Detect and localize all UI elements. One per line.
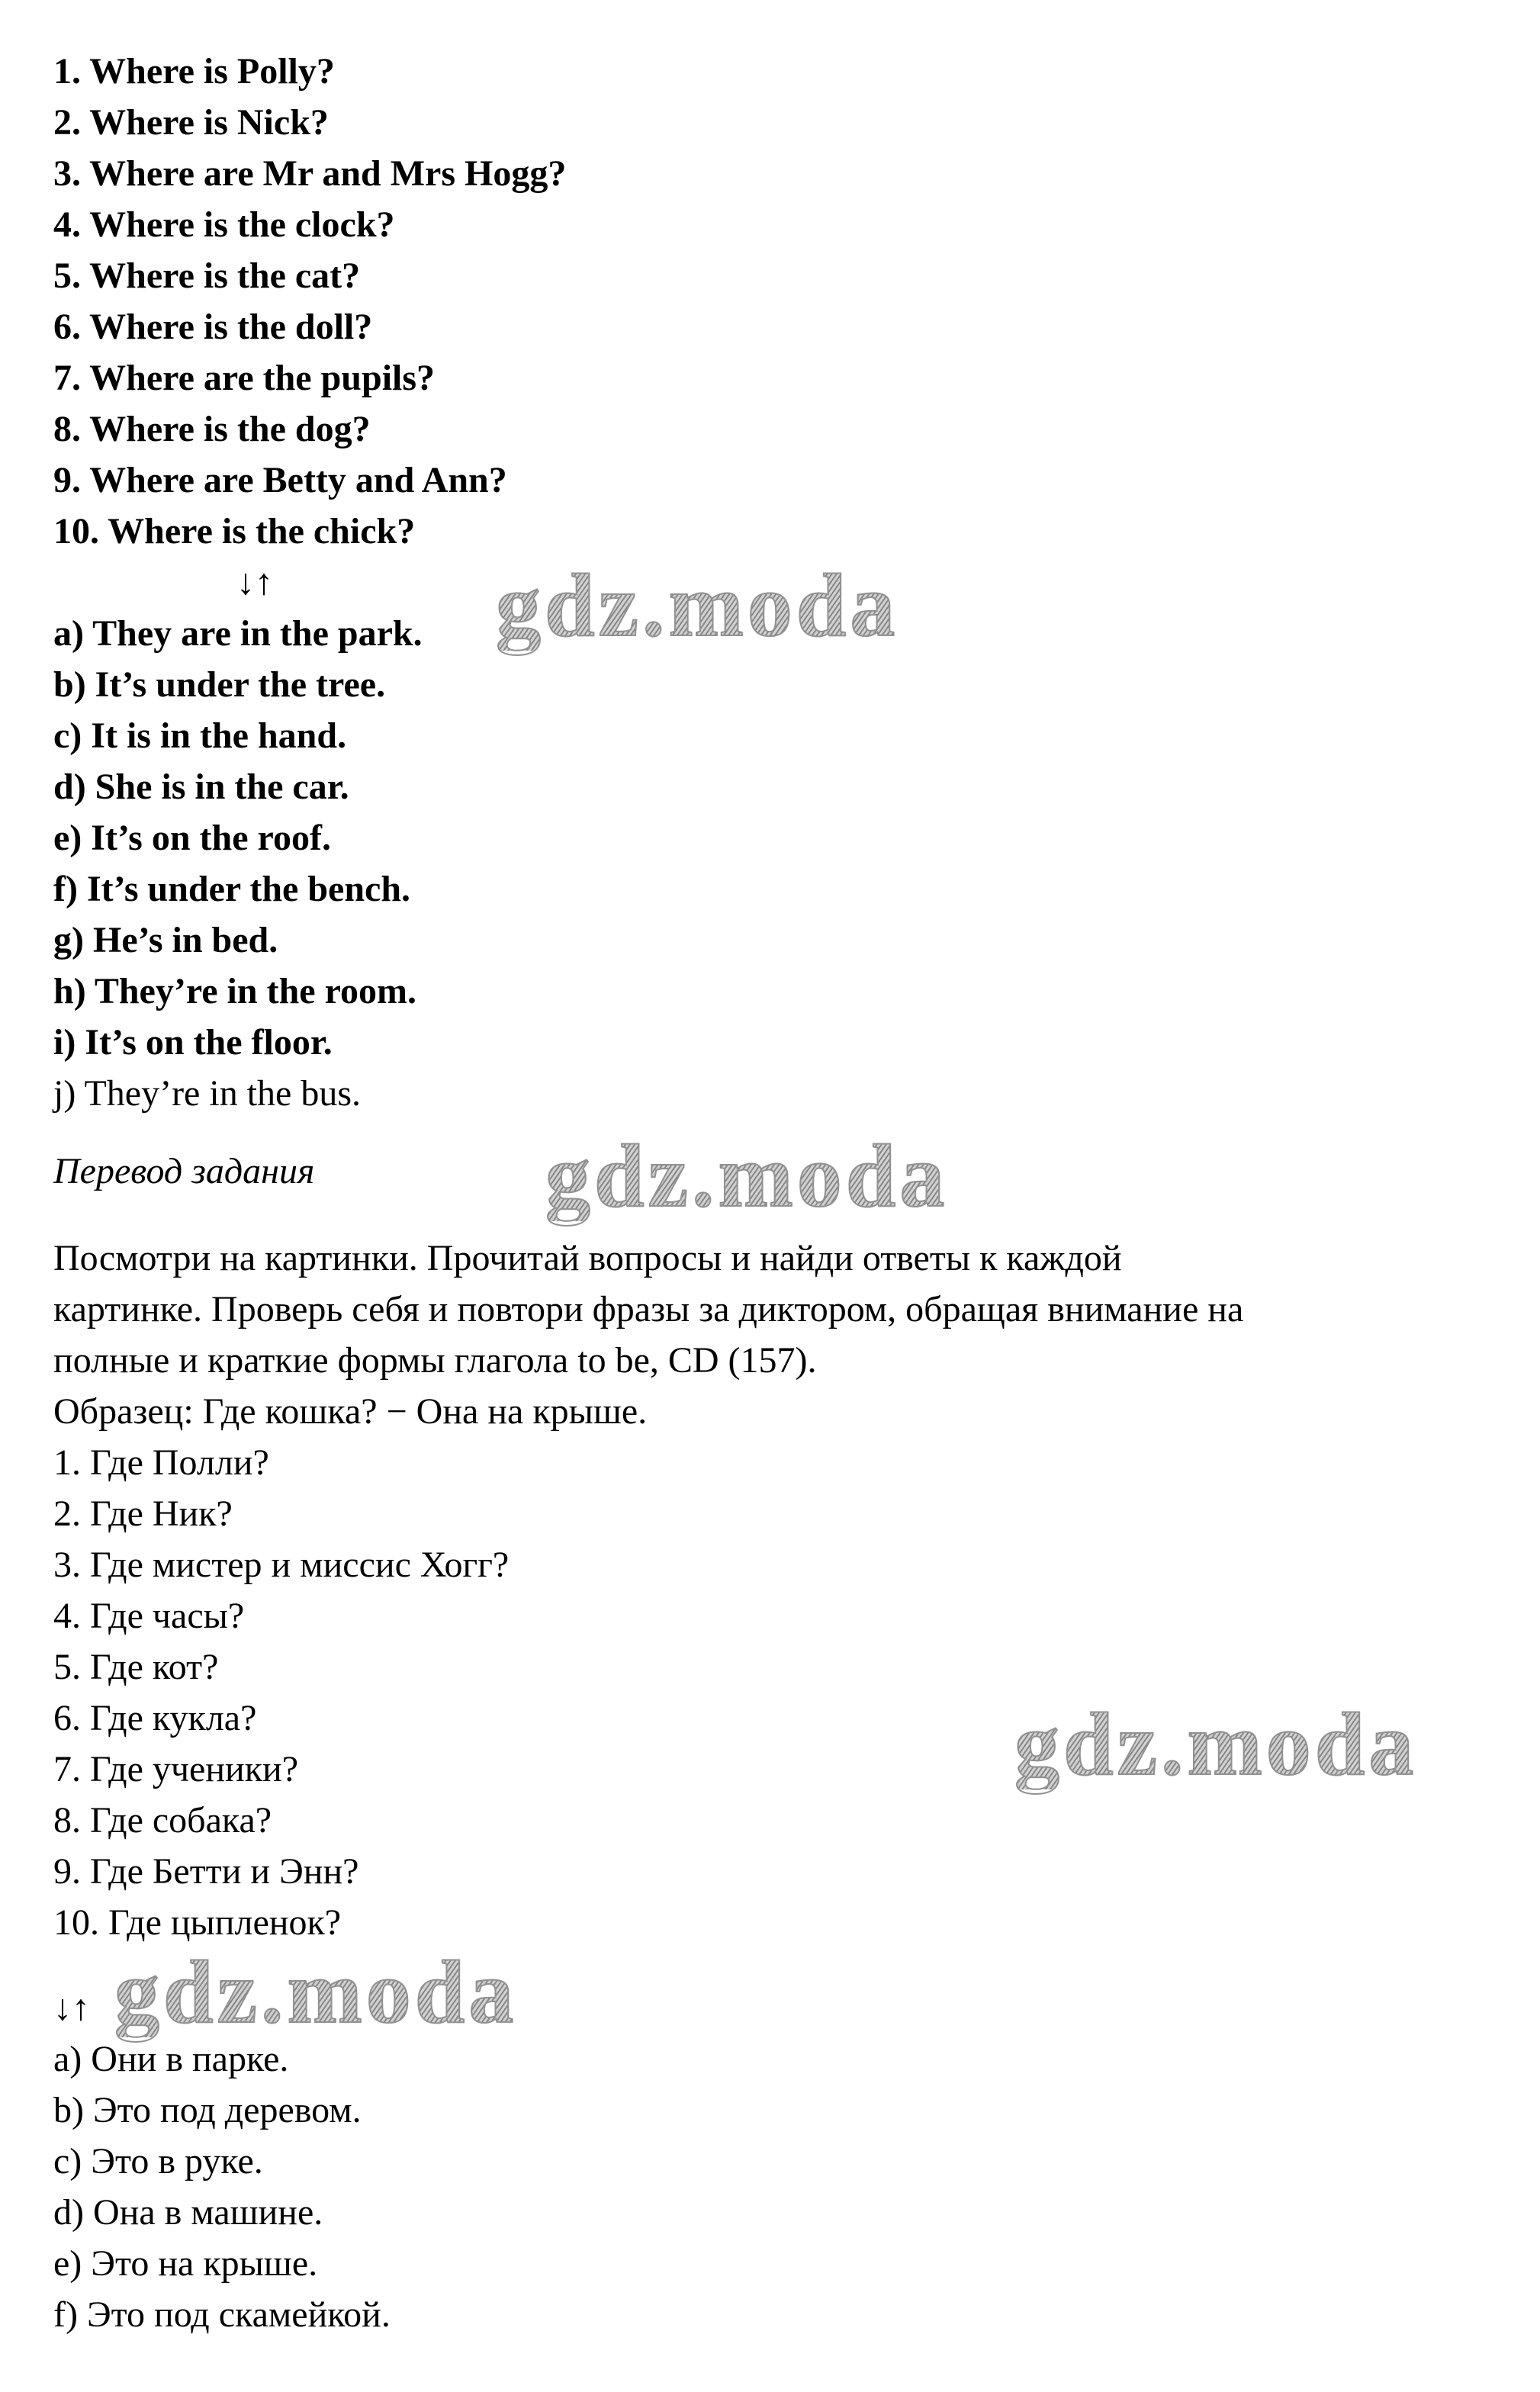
watermark: gdz.moda — [496, 555, 899, 655]
english-answer-line: c) It is in the hand. — [53, 715, 347, 756]
russian-question-line: 10. Где цыпленок? — [53, 1902, 342, 1943]
russian-question-line: 7. Где ученики? — [53, 1749, 298, 1789]
russian-question-line: 3. Где мистер и миссис Хогг? — [53, 1545, 510, 1585]
russian-question-line: 4. Где часы? — [53, 1596, 245, 1636]
english-questions-list — [53, 46, 1434, 557]
english-answer-line: a) They are in the park. — [53, 613, 423, 654]
russian-answer-line: f) Это под скамейкой. — [53, 2294, 391, 2335]
russian-answer-line: b) Это под деревом. — [53, 2090, 362, 2130]
english-question-line: 3. Where are Mr and Mrs Hogg? — [53, 153, 567, 194]
english-question-line: 6. Where is the doll? — [53, 307, 373, 347]
english-answer-line: h) They’re in the room. — [53, 971, 416, 1011]
watermark: gdz.moda — [1014, 1694, 1418, 1794]
russian-question-line: 5. Где кот? — [53, 1647, 219, 1687]
english-answer-line: d) She is in the car. — [53, 767, 349, 807]
russian-questions-list — [53, 1437, 1434, 1948]
english-answers-list — [53, 608, 1434, 1068]
intro-paragraph-line: полные и краткие формы глагола to be, CD (157). — [53, 1340, 817, 1381]
intro-paragraph — [53, 1233, 1434, 1386]
russian-question-line: 8. Где собака? — [53, 1800, 272, 1841]
english-question-line: 1. Where is Polly? — [53, 51, 335, 92]
english-answer-line: f) It’s under the bench. — [53, 869, 411, 909]
swap-arrows-icon: ↓↑ — [236, 562, 273, 603]
russian-answers-list — [53, 2034, 1434, 2340]
russian-answer-line: a) Они в парке. — [53, 2039, 289, 2079]
swap-arrows-icon: ↓↑ — [53, 1988, 90, 2028]
intro-paragraph-line: картинке. Проверь себя и повтори фразы за диктором, обращая внимание на — [53, 1289, 1244, 1329]
watermark: gdz.moda — [114, 1942, 518, 2042]
russian-question-line: 6. Где кукла? — [53, 1698, 257, 1738]
sample-line: Образец: Где кошка? − Она на крыше. — [53, 1391, 648, 1432]
english-question-line: 10. Where is the chick? — [53, 511, 416, 551]
english-question-line: 7. Where are the pupils? — [53, 358, 436, 398]
english-question-line: 2. Where is Nick? — [53, 102, 329, 143]
russian-answer-line: c) Это в руке. — [53, 2141, 263, 2181]
english-question-line: 9. Where are Betty and Ann? — [53, 460, 507, 500]
intro-paragraph-line: Посмотри на картинки. Прочитай вопросы и найди ответы к каждой — [53, 1238, 1122, 1278]
english-question-line: 4. Where is the clock? — [53, 204, 395, 245]
english-answer-line-j: j) They’re in the bus. — [53, 1073, 362, 1114]
english-answer-line: b) It’s under the tree. — [53, 664, 386, 705]
english-question-line: 8. Where is the dog? — [53, 409, 371, 449]
english-answer-line: g) He’s in bed. — [53, 920, 278, 960]
russian-question-line: 1. Где Полли? — [53, 1442, 269, 1483]
russian-question-line: 2. Где Ник? — [53, 1493, 233, 1534]
russian-question-line: 9. Где Бетти и Энн? — [53, 1851, 359, 1892]
russian-answer-line: e) Это на крыше. — [53, 2243, 318, 2284]
exercise-page — [53, 46, 1434, 2340]
russian-answer-line: d) Она в машине. — [53, 2192, 323, 2233]
english-answer-line: i) It’s on the floor. — [53, 1022, 333, 1063]
english-answer-line: e) It’s on the roof. — [53, 818, 331, 858]
watermark: gdz.moda — [545, 1126, 949, 1226]
english-question-line: 5. Where is the cat? — [53, 256, 361, 296]
translation-heading: Перевод задания — [53, 1151, 315, 1191]
